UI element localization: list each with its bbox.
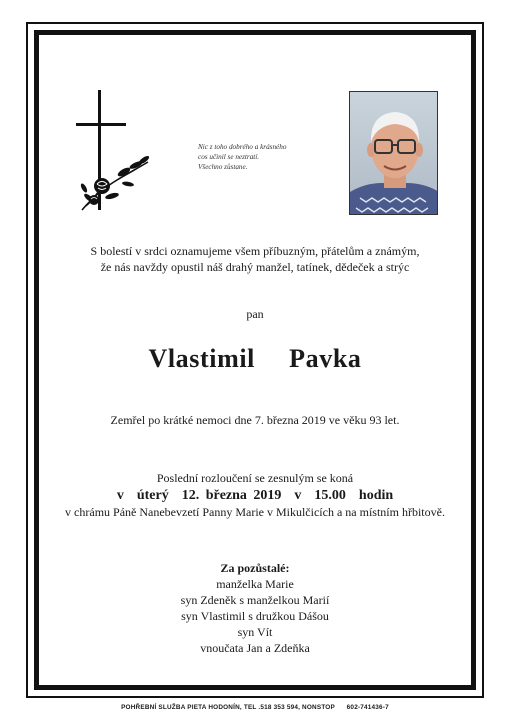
mourners-list [40, 560, 470, 656]
mourners-heading: Za pozůstalé: [220, 561, 290, 575]
quote-line: Všechno zůstane. [198, 163, 248, 171]
intro-line: že nás navždy opustil náš drahý manžel, tatínek, dědeček a strýc [100, 260, 410, 274]
death-statement: Zemřel po krátké nemoci dne 7. března 2019 ve věku 93 let. [110, 413, 400, 427]
funeral-location: v chrámu Páně Nanebevzetí Panny Marie v Mikulčicích a na místním hřbitově. [65, 505, 445, 519]
cross-with-roses-icon [72, 88, 152, 228]
portrait-photo [349, 91, 438, 215]
announcement-intro [40, 243, 470, 275]
title-prefix: pan [246, 307, 264, 321]
funeral-service-footer: POHŘEBNÍ SLUŽBA PIETA HODONÍN, TEL .518 353 594, NONSTOP 602-741436-7 [121, 704, 389, 711]
intro-line: S bolestí v srdci oznamujeme všem příbuzným, přátelům a známým, [90, 244, 420, 258]
funeral-intro: Poslední rozloučení se zesnulým se koná [156, 471, 354, 485]
memorial-quote [198, 142, 338, 172]
mourner-line: syn Vít [237, 625, 273, 639]
funeral-details [40, 470, 470, 521]
quote-line: cos učinil se neztratí. [198, 153, 260, 161]
funeral-date-time: v úterý 12. března 2019 v 15.00 hodin [116, 488, 394, 503]
mourner-line: syn Zdeněk s manželkou Marií [180, 593, 330, 607]
quote-line: Nic z toho dobrého a krásného [198, 143, 287, 151]
mourner-line: syn Vlastimil s družkou Dášou [181, 609, 329, 623]
deceased-name: Vlastimil Pavka [148, 344, 362, 373]
mourner-line: vnoučata Jan a Zdeňka [200, 641, 310, 655]
mourner-line: manželka Marie [216, 577, 294, 591]
